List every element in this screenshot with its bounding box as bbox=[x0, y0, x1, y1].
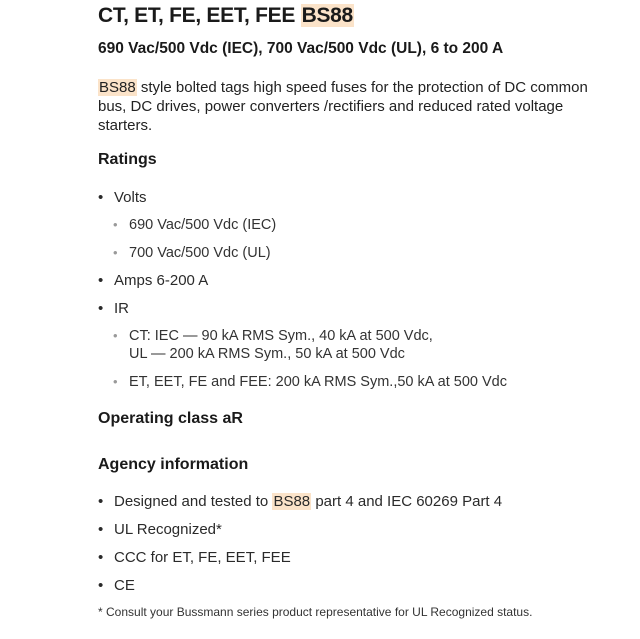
footnote: * Consult your Bussmann series product representative for UL Recognized status. bbox=[98, 605, 533, 619]
list-item: • CCC for ET, FE, EET, FEE bbox=[98, 549, 291, 566]
ratings-heading: Ratings bbox=[98, 151, 157, 168]
list-subitem: • ET, EET, FE and FEE: 200 kA RMS Sym.,50 kA at 500 Vdc bbox=[113, 374, 507, 390]
page-title: CT, ET, FE, EET, FEE BS88 bbox=[98, 4, 353, 27]
list-item: • CE bbox=[98, 577, 135, 594]
list-item: • UL Recognized* bbox=[98, 521, 222, 538]
bullet-icon: • bbox=[113, 374, 118, 389]
bullet-icon: • bbox=[98, 272, 104, 289]
bullet-icon: • bbox=[98, 300, 104, 317]
list-subitem: • 700 Vac/500 Vdc (UL) bbox=[113, 245, 271, 261]
bullet-icon: • bbox=[113, 328, 118, 343]
highlight-term: BS88 bbox=[99, 79, 136, 96]
highlight-term: BS88 bbox=[301, 4, 353, 27]
list-item: • IR bbox=[98, 300, 129, 317]
bullet-icon: • bbox=[98, 521, 104, 538]
list-item: • Amps 6-200 A bbox=[98, 272, 209, 289]
bullet-icon: • bbox=[113, 245, 118, 260]
list-subitem: • 690 Vac/500 Vdc (IEC) bbox=[113, 217, 277, 233]
description-paragraph: BS88 style bolted tags high speed fuses for the protection of DC common bus, DC drives, power converters /rectifiers and reduced rated voltage starters. bbox=[98, 79, 588, 134]
bullet-icon: • bbox=[98, 549, 104, 566]
agency-heading: Agency information bbox=[98, 456, 249, 473]
operating-class-heading: Operating class aR bbox=[98, 410, 243, 427]
bullet-icon: • bbox=[98, 189, 104, 206]
page-subtitle: 690 Vac/500 Vdc (IEC), 700 Vac/500 Vdc (UL), 6 to 200 A bbox=[98, 40, 504, 57]
list-item: • Designed and tested to BS88 part 4 and IEC 60269 Part 4 bbox=[98, 493, 503, 510]
list-item: • Volts bbox=[98, 189, 147, 206]
bullet-icon: • bbox=[113, 217, 118, 232]
bullet-icon: • bbox=[98, 493, 104, 510]
list-subitem: • CT: IEC — 90 kA RMS Sym., 40 kA at 500 Vdc, UL — 200 kA RMS Sym., 50 kA at 500 Vdc bbox=[113, 328, 433, 362]
highlight-term: BS88 bbox=[273, 493, 311, 510]
bullet-icon: • bbox=[98, 577, 104, 594]
